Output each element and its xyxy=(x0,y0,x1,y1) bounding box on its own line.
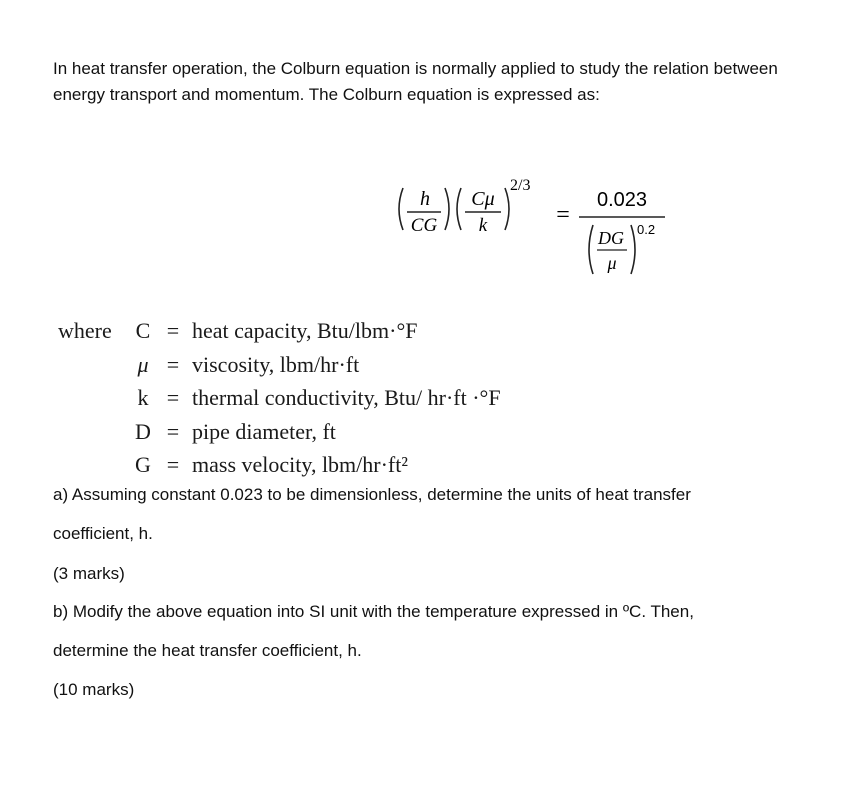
rhs-den-denominator: μ xyxy=(607,253,617,273)
where-label: where xyxy=(58,318,112,343)
definition-symbol: D xyxy=(135,418,151,444)
definition-equals: = xyxy=(166,318,180,343)
definition-equals: = xyxy=(166,418,180,444)
definition-description: pipe diameter, ft xyxy=(192,418,336,444)
paren-right-2 xyxy=(505,188,509,230)
question-b-line-2: determine the heat transfer coefficient, h. xyxy=(53,641,362,660)
definition-equals: = xyxy=(166,452,180,477)
question-a-line-2: coefficient, h. xyxy=(53,524,153,543)
lhs-exponent: 2/3 xyxy=(510,177,531,194)
frac2-numerator: Cμ xyxy=(471,188,495,210)
question-a-line-1: a) Assuming constant 0.023 to be dimensionless, determine the units of heat transfer xyxy=(53,485,691,504)
frac1-denominator: CG xyxy=(410,215,438,236)
paren-right-rhs xyxy=(631,225,635,274)
intro-line-1: In heat transfer operation, the Colburn equation is normally applied to study the relation between xyxy=(53,59,778,78)
intro-paragraph xyxy=(53,56,833,108)
definition-equals: = xyxy=(166,385,180,410)
rhs-exponent: 0.2 xyxy=(637,222,656,237)
definition-description: thermal conductivity, Btu/ hr·ft ·°F xyxy=(192,385,501,410)
question-b-marks: (10 marks) xyxy=(53,680,135,699)
frac1-numerator: h xyxy=(420,188,430,210)
paren-left-2 xyxy=(457,188,461,230)
equals-sign: = xyxy=(556,202,570,228)
intro-line-2: energy transport and momentum. The Colburn equation is expressed as: xyxy=(53,85,600,104)
definition-symbol: G xyxy=(135,452,151,477)
definition-symbol: C xyxy=(135,318,151,343)
definition-equals: = xyxy=(166,351,180,377)
colburn-equation xyxy=(395,170,695,280)
definition-symbol: k xyxy=(137,385,149,410)
question-a-marks: (3 marks) xyxy=(53,564,125,583)
rhs-den-numerator: DG xyxy=(598,228,624,248)
question-b-line-1: b) Modify the above equation into SI unit with the temperature expressed in ºC. Then, xyxy=(53,602,694,621)
frac2-denominator: k xyxy=(478,215,488,236)
definition-description: heat capacity, Btu/lbm·°F xyxy=(192,318,418,343)
paren-left-rhs xyxy=(589,225,593,274)
definition-description: mass velocity, lbm/hr·ft² xyxy=(192,452,408,477)
equation-svg xyxy=(395,170,695,280)
paren-right-1 xyxy=(445,188,449,230)
definition-description: viscosity, lbm/hr·ft xyxy=(192,351,360,377)
paren-left-1 xyxy=(399,188,403,230)
rhs-numerator: 0.023 xyxy=(596,189,648,211)
definition-symbol: μ xyxy=(137,351,149,377)
